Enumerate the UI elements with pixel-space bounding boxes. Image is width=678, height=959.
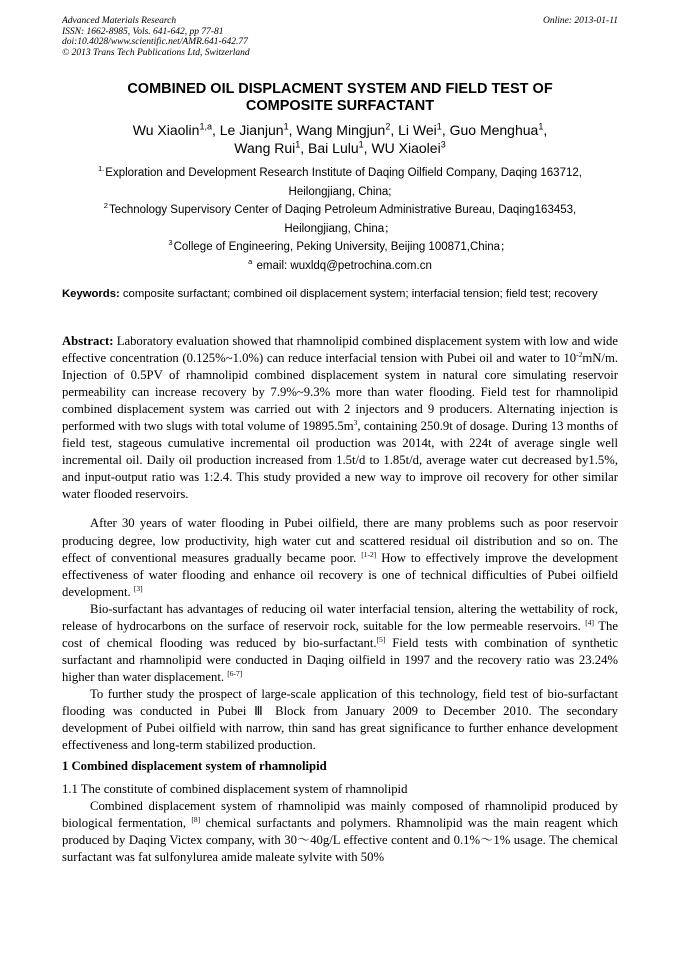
- affiliations: [62, 164, 618, 275]
- citation: [6-7]: [227, 668, 243, 678]
- keywords-block: [62, 286, 618, 304]
- affiliation-sup: 2: [103, 201, 108, 211]
- intro-text: The cost of chemical flooding was reduced by bio-surfactant.: [62, 618, 619, 650]
- abstract-paragraph: [62, 333, 618, 503]
- journal-name: Advanced Materials Research: [62, 16, 177, 26]
- section-text: chemical surfactants and polymers. Rhamnolipid was the main reagent which produced by Daqing Victex company, with 30～40g/L effective content and 0.1%～1% usage. The chemical surfactant was fat sulfonylurea amide maleate sylvite with 50%: [62, 816, 619, 865]
- abstract-label: Abstract:: [62, 334, 114, 348]
- author-sep: ,: [300, 140, 309, 156]
- author-name: Le Jianjun: [219, 122, 284, 138]
- section-text: Combined displacement system of rhamnolipid was mainly composed of rhamnolipid produced by biological fermentation,: [62, 799, 618, 831]
- paper-title: [62, 81, 618, 114]
- author-sup: 3: [440, 139, 446, 150]
- author-list: [62, 121, 618, 157]
- keywords-label: Keywords:: [62, 288, 120, 300]
- abstract-text: , containing 250.9t of dosage. During 13 months of field test, stageous cumulative incremental oil production was 2014t, with 224t of average single well incremental oil. Daily oil production increased from 1.5t/d to 1.85t/d, average water cut decreased by1.5%, and input-output ratio was 1:2.4. This study provided a new way to improve oil recovery for other similar water flooded reservoirs.: [62, 419, 618, 502]
- author-sep: ,: [390, 122, 399, 138]
- intro-text: How to effectively improve the development effectiveness of water flooding and enhance oil recovery is one of technical difficulties of Pubei oilfield development.: [62, 550, 619, 599]
- abstract-sup: -2: [576, 349, 583, 359]
- author-sup: 1: [538, 121, 544, 132]
- author-name: Guo Menghua: [449, 122, 539, 138]
- affiliation-text: Exploration and Development Research Institute of Daqing Oilfield Company, Daqing 163712,: [105, 167, 582, 179]
- affiliation-text: Technology Supervisory Center of Daqing Petroleum Administrative Bureau, Daqing163453,: [108, 204, 577, 216]
- citation: [1-2]: [361, 549, 377, 559]
- citation: [4]: [585, 617, 595, 627]
- affiliation-2: [62, 201, 618, 220]
- email-address: email: wuxldq@petrochina.com.cn: [256, 259, 432, 272]
- citation: [8]: [191, 815, 201, 825]
- author-sep: ,: [441, 122, 450, 138]
- intro-text: After 30 years of water flooding in Pubei oilfield, there are many problems such as poor reservoir producing degree, low productivity, high water cut and scattered residual oil distribution and so on. The effect of conventional measures gradually became poor.: [62, 516, 618, 565]
- section-heading: 1 Combined displacement system of rhamnolipid: [62, 759, 327, 774]
- author-sup: 1: [358, 139, 364, 150]
- intro-paragraph-1: [62, 515, 618, 600]
- keywords-text: composite surfactant; combined oil displacement system; interfacial tension; field test; recovery: [122, 288, 598, 300]
- citation: [5]: [376, 634, 386, 644]
- author-sep: ,: [288, 122, 297, 138]
- abstract-text: mN/m. Injection of 0.5PV of rhamnolipid combined displacement system in natural core simulating reservoir permeability can increase recovery by 7.9%~9.3% more than water flooding. Field test for rhamnolipid combined displacement system was carried out with 2 injectors and 9 producers. Alternating injection is performed with two slugs with total volume of 19895.5m: [62, 351, 618, 434]
- affiliation-1-cont: Heilongjiang, China;: [288, 185, 392, 198]
- author-sup: 1,a: [199, 121, 212, 132]
- abstract-sup: 3: [353, 418, 358, 427]
- affiliation-sup: 3: [168, 238, 173, 248]
- author-line-1: [62, 121, 618, 139]
- issn-line: ISSN: 1662-8985, Vols. 641-642, pp 77-81: [62, 26, 224, 37]
- affiliation-text: College of Engineering, Peking University, Beijing 100871,China；: [173, 241, 512, 253]
- section-paragraph: [62, 798, 618, 866]
- author-name: Wang Rui: [234, 140, 296, 156]
- author-sup: 1: [436, 121, 442, 132]
- author-name: Wu Xiaolin: [132, 122, 200, 138]
- abstract-text: Laboratory evaluation showed that rhamnolipid combined displacement system with low and wide effective concentration (0.125%~1.0%) can reduce interfacial tension with Pubei oil and water to 10: [62, 334, 619, 366]
- affiliation-2-cont: Heilongjiang, China；: [284, 222, 396, 235]
- online-date: Online: 2013-01-11: [542, 16, 618, 26]
- author-name: WU Xiaolei: [371, 140, 441, 156]
- intro-paragraph-3: To further study the prospect of large-scale application of this technology, field test of bio-surfactant flooding was conducted in Pubei Ⅲ Block from January 2009 to December 2010. The secondary development of Pubei oilfield with narrow, thin sand has great significance to further enhance development effectiveness and long-term stabilized production.: [62, 686, 618, 753]
- affiliation-sup: 1.: [98, 164, 105, 174]
- email-line: [62, 257, 618, 276]
- author-sup: 1: [295, 139, 301, 150]
- intro-paragraph-2: [62, 601, 618, 686]
- body-text: [62, 333, 618, 866]
- intro-text: Bio-surfactant has advantages of reducing oil water interfacial tension, altering the wettability of rock, release of hydrocarbons on the surface of reservoir rock, suitable for the low permeable reservoirs.: [62, 601, 618, 633]
- affiliation-1: [62, 164, 618, 183]
- copyright-line: © 2013 Trans Tech Publications Ltd, Switzerland: [62, 47, 250, 58]
- author-sep: ,: [543, 122, 548, 138]
- title-line-1: COMBINED OIL DISPLACMENT SYSTEM AND FIELD TEST OF: [127, 81, 553, 97]
- author-sup: 1: [283, 121, 289, 132]
- intro-text: Field tests with combination of synthetic surfactant and rhamnolipid were conducted in Daqing oilfield in 1997 and the recovery ratio was 23.24% higher than water displacement.: [62, 635, 618, 684]
- author-sep: ,: [211, 122, 220, 138]
- author-line-2: [62, 139, 618, 157]
- doi-line: doi:10.4028/www.scientific.net/AMR.641-642.77: [62, 37, 248, 47]
- subsection-heading: 1.1 The constitute of combined displacement system of rhamnolipid: [62, 782, 408, 797]
- author-name: Wang Mingjun: [296, 122, 386, 138]
- journal-header: [62, 16, 618, 58]
- title-line-2: COMPOSITE SURFACTANT: [245, 97, 435, 114]
- email-sup: a: [248, 256, 253, 266]
- affiliation-3: [62, 238, 618, 257]
- author-sup: 2: [385, 121, 391, 132]
- author-name: Li Wei: [398, 122, 437, 138]
- citation: [3]: [133, 583, 143, 593]
- author-name: Bai Lulu: [308, 140, 359, 156]
- author-sep: ,: [363, 140, 372, 156]
